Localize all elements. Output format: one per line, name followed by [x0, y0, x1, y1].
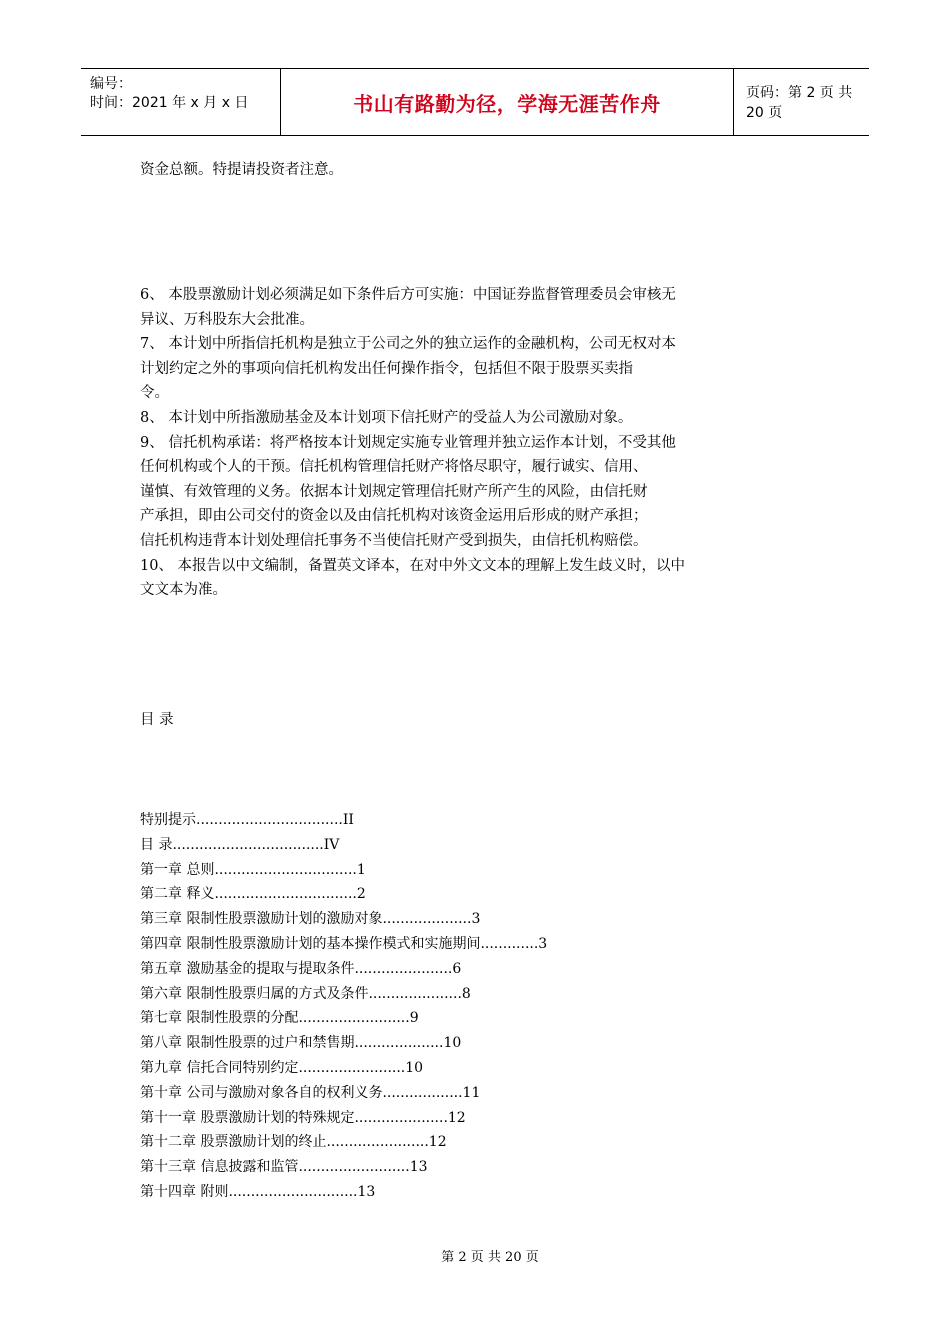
- toc-entry[interactable]: 目 录..................................IV: [140, 836, 340, 853]
- toc-entry[interactable]: 特别提示.................................II: [140, 812, 354, 828]
- clause-line: 7、 本计划中所指信托机构是独立于公司之外的独立运作的金融机构，公司无权对本: [140, 336, 676, 353]
- toc-entry[interactable]: 第十二章 股票激励计划的终止.......................12: [140, 1134, 447, 1151]
- clause-line: 任何机构或个人的干预。信托机构管理信托财产将恪尽职守，履行诚实、信用、: [140, 459, 648, 476]
- clause-line: 9、 信托机构承诺：将严格按本计划规定实施专业管理并独立运作本计划，不受其他: [140, 434, 676, 451]
- toc-entry[interactable]: 第一章 总则................................1: [140, 861, 366, 878]
- toc-entry[interactable]: 第三章 限制性股票激励计划的激励对象....................3: [140, 911, 481, 928]
- document-date-label: 时间：2021 年 x 月 x 日: [90, 95, 249, 111]
- table-of-contents: [140, 808, 547, 1205]
- clause-line: 谨慎、有效管理的义务。依据本计划规定管理信托财产所产生的风险，由信托财: [140, 483, 648, 500]
- toc-entry[interactable]: 第四章 限制性股票激励计划的基本操作模式和实施期间.............3: [140, 935, 548, 952]
- toc-title: 目 录: [140, 712, 174, 728]
- page-footer: 第 2 页 共 20 页: [441, 1250, 539, 1265]
- toc-entry[interactable]: 第九章 信托合同特别约定........................10: [140, 1059, 424, 1076]
- toc-entry[interactable]: 第十章 公司与激励对象各自的权利义务..................11: [140, 1084, 481, 1101]
- toc-entry[interactable]: 第十四章 附则.............................13: [140, 1183, 376, 1200]
- clause-line: 8、 本计划中所指激励基金及本计划项下信托财产的受益人为公司激励对象。: [140, 409, 633, 426]
- toc-entry[interactable]: 第十三章 信息披露和监管.........................13: [140, 1159, 428, 1176]
- clauses-block: [140, 283, 780, 603]
- clause-line: 6、 本股票激励计划必须满足如下条件后方可实施：中国证券监督管理委员会审核无: [140, 287, 676, 303]
- header-page-label: 页码：第 2 页 共 20 页: [746, 85, 853, 121]
- toc-entry[interactable]: 第十一章 股票激励计划的特殊规定.....................12: [140, 1109, 466, 1126]
- clause-line: 计划约定之外的事项向信托机构发出任何操作指令，包括但不限于股票买卖指: [140, 360, 633, 377]
- clause-line: 10、 本报告以中文编制，备置英文译本，在对中外文文本的理解上发生歧义时，以中: [140, 557, 686, 574]
- intro-paragraph: 资金总额。特提请投资者注意。: [140, 162, 343, 178]
- document-number-label: 编号：: [90, 76, 132, 92]
- toc-entry[interactable]: 第六章 限制性股票归属的方式及条件.....................8: [140, 985, 471, 1002]
- toc-entry[interactable]: 第二章 释义................................2: [140, 886, 366, 903]
- toc-entry[interactable]: 第八章 限制性股票的过户和禁售期....................10: [140, 1035, 462, 1052]
- clause-line: 异议、万科股东大会批准。: [140, 311, 314, 328]
- clause-line: 信托机构违背本计划处理信托事务不当使信托财产受到损失，由信托机构赔偿。: [140, 532, 648, 549]
- clause-line: 产承担，即由公司交付的资金以及由信托机构对该资金运用后形成的财产承担；: [140, 508, 648, 525]
- header-meta-cell: [81, 69, 281, 135]
- toc-entry[interactable]: 第五章 激励基金的提取与提取条件......................6: [140, 960, 462, 977]
- header-motto: 书山有路勤为径，学海无涯苦作舟: [281, 69, 734, 135]
- clause-line: 令。: [140, 385, 169, 402]
- clause-line: 文文本为准。: [140, 582, 227, 599]
- header-table: [81, 68, 869, 136]
- toc-entry[interactable]: 第七章 限制性股票的分配.........................9: [140, 1010, 419, 1027]
